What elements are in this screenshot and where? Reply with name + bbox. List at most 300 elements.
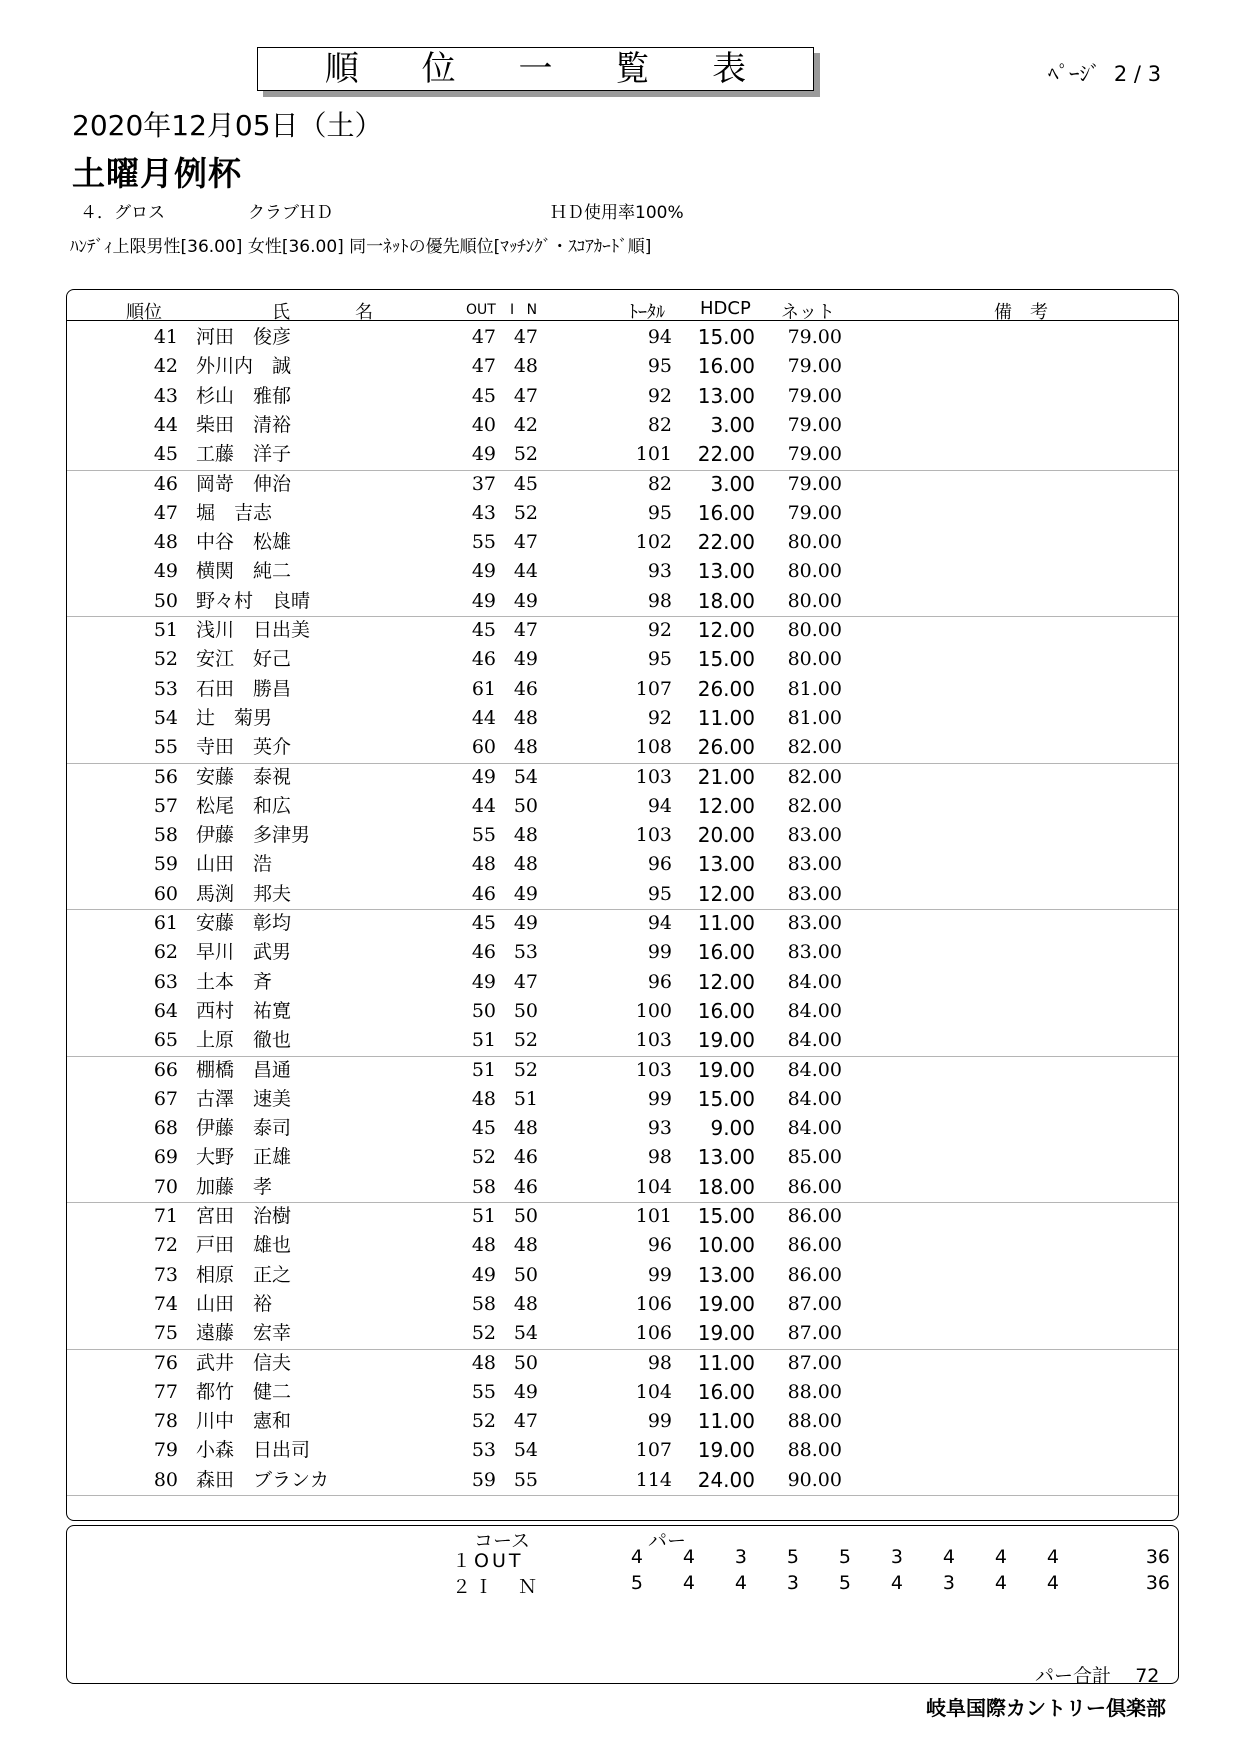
row-net-score: 84.00 (787, 970, 842, 993)
row-rank: 65 (153, 1029, 178, 1052)
course-header: コース (474, 1530, 531, 1552)
row-hdcp: 15.00 (697, 325, 755, 349)
row-out-score: 44 (471, 794, 496, 817)
row-rank: 57 (153, 794, 178, 817)
row-hdcp: 24.00 (697, 1467, 755, 1492)
row-out-score: 52 (471, 1146, 496, 1169)
page-separator: / (1133, 62, 1141, 86)
row-net-score: 84.00 (787, 1058, 842, 1081)
row-total-score: 100 (635, 999, 672, 1022)
row-net-score: 80.00 (787, 589, 842, 612)
row-in-score: 48 (513, 706, 538, 729)
row-total-score: 96 (647, 1234, 672, 1257)
row-out-score: 58 (471, 1175, 496, 1198)
row-net-score: 79.00 (787, 472, 842, 495)
hole-par: 4 (630, 1546, 643, 1568)
row-rank: 54 (153, 706, 178, 729)
hole-par: 3 (734, 1546, 747, 1568)
row-hdcp: 13.00 (697, 852, 755, 877)
col-header-in: I N (510, 302, 542, 318)
title-box (257, 47, 814, 91)
hole-par: 3 (786, 1572, 799, 1594)
row-total-score: 92 (647, 384, 672, 407)
row-hdcp: 12.00 (697, 618, 755, 642)
col-header-rank: 順位 (126, 302, 162, 323)
row-out-score: 61 (471, 677, 496, 700)
col-header-net: ネット (781, 302, 835, 323)
row-net-score: 82.00 (787, 765, 842, 788)
row-player-name: 河田 俊彦 (196, 326, 292, 348)
row-out-score: 43 (471, 501, 496, 524)
row-hdcp: 11.00 (697, 1350, 755, 1375)
row-total-score: 96 (647, 970, 672, 993)
col-header-total: ﾄｰﾀﾙ (629, 302, 665, 323)
course-par-total: 36 (1145, 1572, 1170, 1594)
row-net-score: 84.00 (787, 1087, 842, 1110)
page-title: 順 位 一 覧 表 (324, 49, 773, 89)
row-hdcp: 21.00 (697, 764, 755, 789)
row-out-score: 47 (471, 355, 496, 378)
hole-par: 4 (1046, 1546, 1059, 1568)
row-total-score: 99 (647, 1087, 672, 1110)
row-out-score: 45 (471, 912, 496, 934)
row-player-name: 岡嵜 伸治 (196, 472, 292, 495)
row-net-score: 86.00 (787, 1175, 842, 1198)
row-out-score: 49 (471, 970, 496, 993)
row-total-score: 99 (647, 1410, 672, 1433)
row-rank: 50 (153, 589, 178, 612)
row-player-name: 西村 祐寛 (196, 999, 292, 1022)
row-in-score: 53 (513, 941, 538, 964)
row-hdcp: 11.00 (697, 1409, 755, 1434)
row-in-score: 49 (513, 912, 538, 934)
row-rank: 52 (153, 648, 178, 671)
col-header-out: OUT (466, 302, 496, 318)
row-rank: 72 (153, 1234, 178, 1257)
row-total-score: 103 (635, 1058, 672, 1081)
row-in-score: 47 (513, 970, 538, 993)
par-total (1035, 1661, 1159, 1688)
row-in-score: 48 (513, 355, 538, 378)
par-total-value: 72 (1135, 1665, 1160, 1687)
row-player-name: 山田 裕 (196, 1292, 273, 1315)
row-net-score: 80.00 (787, 560, 842, 583)
row-in-score: 52 (513, 1029, 538, 1052)
hole-par: 3 (942, 1572, 955, 1594)
hole-par: 5 (838, 1572, 851, 1594)
row-player-name: 小森 日出司 (196, 1439, 311, 1462)
row-in-score: 50 (513, 1263, 538, 1286)
row-rank: 70 (153, 1175, 178, 1198)
row-out-score: 48 (471, 1351, 496, 1374)
row-total-score: 94 (647, 794, 672, 817)
row-out-score: 49 (471, 589, 496, 612)
row-total-score: 93 (647, 1117, 672, 1140)
row-out-score: 44 (471, 706, 496, 729)
row-in-score: 42 (513, 413, 538, 436)
row-rank: 42 (153, 355, 178, 378)
row-in-score: 46 (513, 1175, 538, 1198)
row-in-score: 52 (513, 443, 538, 466)
row-net-score: 87.00 (787, 1351, 842, 1374)
row-rank: 47 (153, 501, 178, 524)
row-rank: 73 (153, 1263, 178, 1286)
hole-par: 4 (682, 1572, 695, 1594)
row-in-score: 48 (513, 1234, 538, 1257)
row-player-name: 野々村 良晴 (196, 589, 311, 612)
row-rank: 61 (153, 912, 178, 934)
par-total-label: パー合計 (1035, 1665, 1112, 1687)
row-out-score: 55 (471, 1380, 496, 1403)
row-rank: 53 (153, 677, 178, 700)
row-total-score: 99 (647, 1263, 672, 1286)
row-out-score: 51 (471, 1029, 496, 1052)
hole-par: 4 (1046, 1572, 1059, 1594)
row-rank: 43 (153, 384, 178, 407)
row-out-score: 51 (471, 1205, 496, 1227)
row-in-score: 45 (513, 472, 538, 495)
row-net-score: 79.00 (787, 443, 842, 466)
row-net-score: 79.00 (787, 413, 842, 436)
row-total-score: 94 (647, 912, 672, 934)
row-total-score: 104 (635, 1175, 672, 1198)
row-hdcp: 16.00 (697, 1379, 755, 1404)
row-in-score: 49 (513, 882, 538, 905)
row-hdcp: 11.00 (697, 705, 755, 730)
row-in-score: 48 (513, 853, 538, 876)
row-net-score: 81.00 (787, 677, 842, 700)
row-net-score: 88.00 (787, 1439, 842, 1462)
row-total-score: 104 (635, 1380, 672, 1403)
row-total-score: 107 (635, 677, 672, 700)
row-player-name: 石田 勝昌 (196, 677, 292, 700)
row-net-score: 83.00 (787, 824, 842, 847)
row-player-name: 安藤 泰視 (196, 765, 292, 788)
col-header-name2: 名 (355, 302, 373, 323)
row-out-score: 49 (471, 765, 496, 788)
row-player-name: 早川 武男 (196, 941, 292, 964)
row-out-score: 58 (471, 1292, 496, 1315)
hd-rate: ＨＤ使用率100% (550, 203, 684, 223)
row-rank: 67 (153, 1087, 178, 1110)
row-total-score: 92 (647, 619, 672, 641)
row-player-name: 工藤 洋子 (196, 443, 292, 466)
row-rank: 60 (153, 882, 178, 905)
hole-par: 4 (682, 1546, 695, 1568)
row-rank: 49 (153, 560, 178, 583)
row-out-score: 52 (471, 1410, 496, 1433)
row-total-score: 107 (635, 1439, 672, 1462)
row-hdcp: 13.00 (697, 1145, 755, 1170)
row-net-score: 80.00 (787, 619, 842, 641)
row-hdcp: 22.00 (697, 530, 755, 555)
row-player-name: 遠藤 宏幸 (196, 1322, 292, 1345)
hole-par: 4 (994, 1546, 1007, 1568)
row-net-score: 82.00 (787, 736, 842, 759)
row-in-score: 49 (513, 1380, 538, 1403)
row-net-score: 84.00 (787, 1029, 842, 1052)
header-divider (67, 320, 1178, 321)
row-in-score: 54 (513, 1322, 538, 1345)
row-total-score: 103 (635, 765, 672, 788)
row-hdcp: 3.00 (710, 471, 755, 496)
row-in-score: 46 (513, 677, 538, 700)
row-net-score: 80.00 (787, 531, 842, 554)
row-total-score: 82 (647, 413, 672, 436)
row-total-score: 99 (647, 941, 672, 964)
row-out-score: 49 (471, 560, 496, 583)
row-player-name: 川中 憲和 (196, 1410, 292, 1433)
row-player-name: 山田 浩 (196, 853, 273, 876)
row-hdcp: 16.00 (697, 500, 755, 525)
row-rank: 71 (153, 1205, 178, 1227)
row-out-score: 52 (471, 1322, 496, 1345)
row-out-score: 45 (471, 384, 496, 407)
col-header-remarks: 備 考 (994, 302, 1048, 323)
row-net-score: 87.00 (787, 1322, 842, 1345)
row-in-score: 47 (513, 619, 538, 641)
row-hdcp: 12.00 (697, 969, 755, 994)
par-header: パー (648, 1530, 687, 1552)
row-hdcp: 13.00 (697, 1262, 755, 1287)
row-in-score: 50 (513, 1351, 538, 1374)
row-out-score: 51 (471, 1058, 496, 1081)
row-net-score: 80.00 (787, 648, 842, 671)
row-out-score: 46 (471, 882, 496, 905)
row-in-score: 52 (513, 501, 538, 524)
row-rank: 44 (153, 413, 178, 436)
row-hdcp: 13.00 (697, 383, 755, 408)
row-player-name: 土本 斉 (196, 970, 273, 993)
row-net-score: 87.00 (787, 1292, 842, 1315)
row-player-name: 加藤 孝 (196, 1175, 273, 1198)
row-hdcp: 11.00 (697, 911, 755, 935)
row-out-score: 53 (471, 1439, 496, 1462)
row-net-score: 88.00 (787, 1380, 842, 1403)
row-net-score: 84.00 (787, 999, 842, 1022)
row-player-name: 古澤 速美 (196, 1087, 292, 1110)
row-total-score: 108 (635, 736, 672, 759)
row-total-score: 98 (647, 589, 672, 612)
row-in-score: 54 (513, 1439, 538, 1462)
row-player-name: 馬渕 邦夫 (196, 882, 292, 905)
row-total-score: 106 (635, 1322, 672, 1345)
row-total-score: 93 (647, 560, 672, 583)
col-header-name1: 氏 (272, 302, 290, 323)
hole-par: 5 (630, 1572, 643, 1594)
row-in-score: 47 (513, 531, 538, 554)
row-net-score: 90.00 (787, 1468, 842, 1491)
row-in-score: 48 (513, 1292, 538, 1315)
row-rank: 56 (153, 765, 178, 788)
row-player-name: 森田 ブランカ (196, 1468, 330, 1491)
row-net-score: 86.00 (787, 1263, 842, 1286)
row-out-score: 46 (471, 648, 496, 671)
row-total-score: 102 (635, 531, 672, 554)
row-player-name: 中谷 松雄 (196, 531, 292, 554)
row-player-name: 辻 菊男 (196, 706, 273, 729)
row-rank: 55 (153, 736, 178, 759)
row-player-name: 堀 吉志 (196, 501, 273, 524)
row-out-score: 48 (471, 1087, 496, 1110)
row-hdcp: 16.00 (697, 354, 755, 379)
event-date: 2020年12月05日（土） (72, 109, 383, 142)
row-rank: 75 (153, 1322, 178, 1345)
course-name: １OUT (452, 1550, 524, 1572)
row-hdcp: 19.00 (697, 1057, 755, 1082)
row-in-score: 44 (513, 560, 538, 583)
row-total-score: 106 (635, 1292, 672, 1315)
row-player-name: 伊藤 泰司 (196, 1117, 292, 1140)
row-player-name: 大野 正雄 (196, 1146, 292, 1169)
row-net-score: 86.00 (787, 1234, 842, 1257)
row-net-score: 88.00 (787, 1410, 842, 1433)
row-out-score: 60 (471, 736, 496, 759)
row-total-score: 103 (635, 824, 672, 847)
course-par-total: 36 (1145, 1546, 1170, 1568)
row-out-score: 49 (471, 1263, 496, 1286)
row-rank: 76 (153, 1351, 178, 1374)
page-total: 3 (1147, 62, 1162, 86)
event-name: 土曜月例杯 (72, 154, 242, 193)
row-out-score: 45 (471, 619, 496, 641)
row-hdcp: 16.00 (697, 998, 755, 1023)
row-in-score: 48 (513, 736, 538, 759)
category-label: ４．グロス (80, 203, 165, 223)
row-hdcp: 15.00 (697, 1086, 755, 1111)
hole-par: 3 (890, 1546, 903, 1568)
row-rank: 48 (153, 531, 178, 554)
row-rank: 68 (153, 1117, 178, 1140)
row-rank: 66 (153, 1058, 178, 1081)
row-rank: 58 (153, 824, 178, 847)
col-header-hdcp: HDCP (700, 298, 751, 319)
row-rank: 51 (153, 619, 178, 641)
row-hdcp: 18.00 (697, 588, 755, 613)
row-player-name: 浅川 日出美 (196, 619, 311, 641)
row-hdcp: 15.00 (697, 647, 755, 672)
row-hdcp: 26.00 (697, 676, 755, 701)
row-net-score: 79.00 (787, 355, 842, 378)
row-in-score: 47 (513, 326, 538, 348)
page-indicator (1048, 58, 1161, 88)
row-net-score: 79.00 (787, 501, 842, 524)
row-total-score: 114 (635, 1468, 672, 1491)
row-net-score: 79.00 (787, 326, 842, 348)
row-net-score: 81.00 (787, 706, 842, 729)
row-total-score: 94 (647, 326, 672, 348)
row-hdcp: 18.00 (697, 1174, 755, 1199)
row-in-score: 47 (513, 384, 538, 407)
hole-par: 4 (734, 1572, 747, 1594)
row-rank: 62 (153, 941, 178, 964)
row-rank: 80 (153, 1468, 178, 1491)
row-player-name: 宮田 治樹 (196, 1205, 292, 1227)
page-label: ﾍﾟｰｼﾞ (1048, 62, 1101, 86)
row-player-name: 相原 正之 (196, 1263, 292, 1286)
row-out-score: 50 (471, 999, 496, 1022)
row-in-score: 47 (513, 1410, 538, 1433)
row-player-name: 横関 純二 (196, 560, 292, 583)
row-out-score: 40 (471, 413, 496, 436)
row-player-name: 武井 信夫 (196, 1351, 292, 1374)
handicap-type: クラブＨＤ (248, 203, 333, 223)
row-total-score: 95 (647, 882, 672, 905)
row-out-score: 45 (471, 1117, 496, 1140)
row-in-score: 48 (513, 824, 538, 847)
row-out-score: 47 (471, 326, 496, 348)
row-rank: 41 (153, 326, 178, 348)
row-out-score: 37 (471, 472, 496, 495)
row-rank: 63 (153, 970, 178, 993)
row-hdcp: 19.00 (697, 1028, 755, 1053)
row-hdcp: 15.00 (697, 1204, 755, 1228)
row-rank: 69 (153, 1146, 178, 1169)
row-hdcp: 20.00 (697, 823, 755, 848)
row-rank: 78 (153, 1410, 178, 1433)
row-net-score: 84.00 (787, 1117, 842, 1140)
row-rank: 59 (153, 853, 178, 876)
row-player-name: 安江 好己 (196, 648, 292, 671)
row-hdcp: 10.00 (697, 1233, 755, 1258)
row-player-name: 外川内 誠 (196, 355, 292, 378)
row-in-score: 50 (513, 794, 538, 817)
row-hdcp: 19.00 (697, 1291, 755, 1316)
row-out-score: 59 (471, 1468, 496, 1491)
row-hdcp: 3.00 (710, 412, 755, 437)
row-total-score: 101 (635, 1205, 672, 1227)
row-player-name: 棚橋 昌通 (196, 1058, 292, 1081)
hole-par: 4 (890, 1572, 903, 1594)
row-total-score: 95 (647, 355, 672, 378)
club-name: 岐阜国際カントリー倶楽部 (926, 1696, 1166, 1720)
row-hdcp: 13.00 (697, 559, 755, 584)
row-out-score: 48 (471, 853, 496, 876)
row-total-score: 95 (647, 648, 672, 671)
row-player-name: 杉山 雅郁 (196, 384, 292, 407)
row-in-score: 46 (513, 1146, 538, 1169)
row-rank: 79 (153, 1439, 178, 1462)
row-hdcp: 12.00 (697, 881, 755, 906)
row-net-score: 83.00 (787, 853, 842, 876)
row-in-score: 48 (513, 1117, 538, 1140)
hole-par: 5 (786, 1546, 799, 1568)
row-total-score: 101 (635, 443, 672, 466)
course-name: ２Ｉ Ｎ (452, 1576, 541, 1598)
row-player-name: 松尾 和広 (196, 794, 292, 817)
row-rank: 77 (153, 1380, 178, 1403)
row-net-score: 83.00 (787, 912, 842, 934)
row-in-score: 49 (513, 648, 538, 671)
row-player-name: 上原 徹也 (196, 1029, 292, 1052)
handicap-limit-note: ﾊﾝﾃﾞｨ上限男性[36.00] 女性[36.00] 同一ﾈｯﾄの優先順位[ﾏｯﾁﾝｸﾞ・ｽｺｱｶｰﾄﾞ順] (70, 237, 652, 257)
row-player-name: 伊藤 多津男 (196, 824, 311, 847)
row-player-name: 安藤 彰均 (196, 912, 292, 934)
row-player-name: 柴田 清裕 (196, 413, 292, 436)
row-net-score: 82.00 (787, 794, 842, 817)
row-net-score: 83.00 (787, 882, 842, 905)
row-in-score: 54 (513, 765, 538, 788)
row-hdcp: 19.00 (697, 1321, 755, 1346)
hole-par: 5 (838, 1546, 851, 1568)
page-current: 2 (1113, 62, 1128, 86)
row-net-score: 79.00 (787, 384, 842, 407)
row-hdcp: 22.00 (697, 442, 755, 467)
row-total-score: 82 (647, 472, 672, 495)
row-player-name: 都竹 健二 (196, 1380, 292, 1403)
row-out-score: 55 (471, 824, 496, 847)
row-in-score: 55 (513, 1468, 538, 1491)
